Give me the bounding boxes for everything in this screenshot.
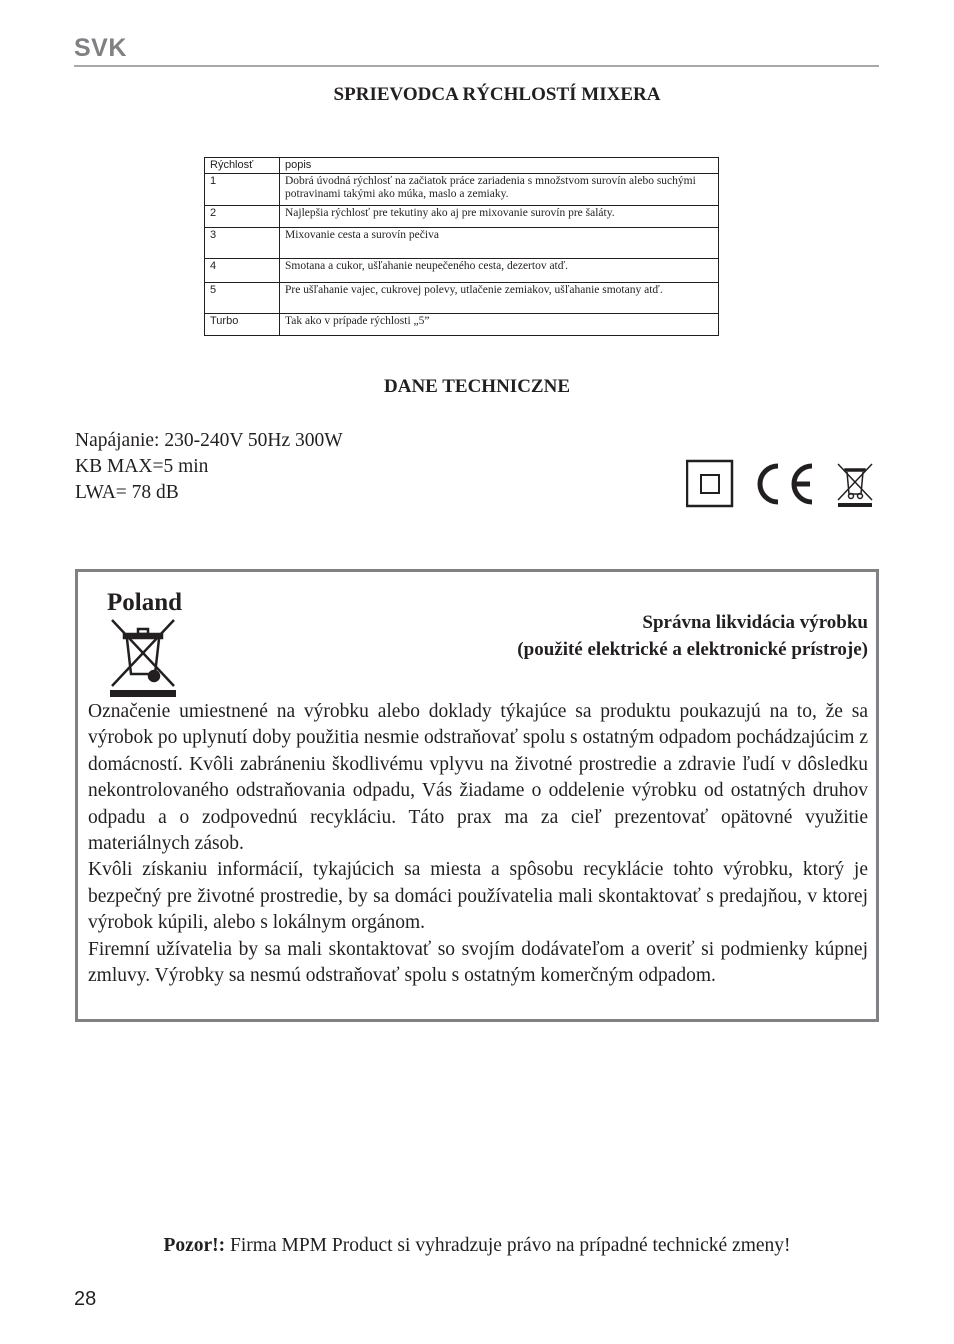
speed-cell: 3	[205, 228, 280, 259]
speed-cell: Turbo	[205, 314, 280, 336]
column-header-description: popis	[280, 158, 719, 174]
table-row	[205, 314, 719, 336]
table-row	[205, 283, 719, 314]
speed-cell: 1	[205, 174, 280, 206]
disposal-notice-box	[75, 569, 879, 1022]
description-cell: Mixovanie cesta a surovín pečiva	[280, 228, 719, 259]
disposal-heading-line2: (použité elektrické a elektronické prístroje)	[517, 639, 868, 660]
disposal-paragraph: Označenie umiestnené na výrobku alebo doklady týkajúce sa produktu poukazujú na to, že sa výrobok po uplynutí doby použitia nesmie odstraňovať spolu s ostatným odpadom pochádzajúcim z domácností. Kvôli zabráneniu škodlivému vplyvu na životné prostredie a zdravie ľudí v dôsledku nekontrolovaného odstraňovania odpadu, Vás žiadame o oddelenie výrobku od ostatných druhov odpadu a o zodpovednú recykláciu. Táto prax ma za cieľ prezentovať opätovné využitie materiálnych zásob.	[88, 701, 868, 855]
weee-bin-icon	[110, 618, 176, 698]
speed-cell: 5	[205, 283, 280, 314]
country-label: Poland	[107, 589, 183, 616]
certification-marks	[686, 458, 876, 510]
table-row	[205, 206, 719, 228]
header-divider	[74, 65, 879, 67]
speed-cell: 4	[205, 259, 280, 283]
disposal-paragraph: Kvôli získaniu informácií, tykajúcich sa miesta a spôsobu recyklácie tohto výrobku, ktorý je bezpečný pre životné prostredie, by sa domáci používatelia mali skontaktovať s predajňou, v ktorej výrobok kúpili, alebo s lokálnym orgánom.	[88, 859, 868, 934]
description-cell: Dobrá úvodná rýchlosť na začiatok práce zariadenia s množstvom surovín alebo suchými potravinami takými ako múka, maslo a zemiaky.	[280, 174, 719, 206]
table-row	[205, 228, 719, 259]
page-number: 28	[74, 1288, 97, 1310]
description-cell: Smotana a cukor, ušľahanie neupečeného cesta, dezertov atď.	[280, 259, 719, 283]
tech-specs	[75, 428, 343, 506]
speed-guide-title: SPRIEVODCA RÝCHLOSTÍ MIXERA	[333, 84, 661, 105]
description-cell: Pre ušľahanie vajec, cukrovej polevy, utlačenie zemiakov, ušľahanie smotany atď.	[280, 283, 719, 314]
warning-text: Firma MPM Product si vyhradzuje právo na prípadné technické zmeny!	[225, 1235, 791, 1256]
footer-warning	[0, 1235, 954, 1257]
disposal-paragraph: Firemní užívatelia by sa mali skontaktovať so svojím dodávateľom a overiť si podmienky kúpnej zmluvy. Výrobky sa nesmú odstraňovať spolu s ostatným komerčným odpadom.	[88, 938, 868, 987]
warning-label: Pozor!:	[163, 1235, 226, 1256]
table-row	[205, 259, 719, 283]
table-header-row	[205, 158, 719, 174]
weee-bin-icon	[838, 464, 872, 507]
spec-kb-max: KB MAX=5 min	[75, 456, 209, 477]
spec-lwa: LWA= 78 dB	[75, 482, 179, 503]
tech-data-title: DANE TECHNICZNE	[384, 376, 570, 397]
disposal-heading	[517, 609, 868, 663]
speed-cell: 2	[205, 206, 280, 228]
disposal-heading-line1: Správna likvidácia výrobku	[642, 612, 868, 633]
class-ii-icon	[687, 461, 732, 506]
spec-power: Napájanie: 230-240V 50Hz 300W	[75, 430, 343, 451]
language-code: SVK	[74, 34, 127, 62]
description-cell: Najlepšia rýchlosť pre tekutiny ako aj pre mixovanie surovín pre šaláty.	[280, 206, 719, 228]
speed-guide-table	[204, 157, 719, 336]
ce-mark-icon	[760, 466, 812, 502]
description-cell: Tak ako v prípade rýchlosti „5”	[280, 314, 719, 336]
disposal-text	[88, 699, 868, 989]
column-header-speed: Rýchlosť	[205, 158, 280, 174]
table-row	[205, 174, 719, 206]
